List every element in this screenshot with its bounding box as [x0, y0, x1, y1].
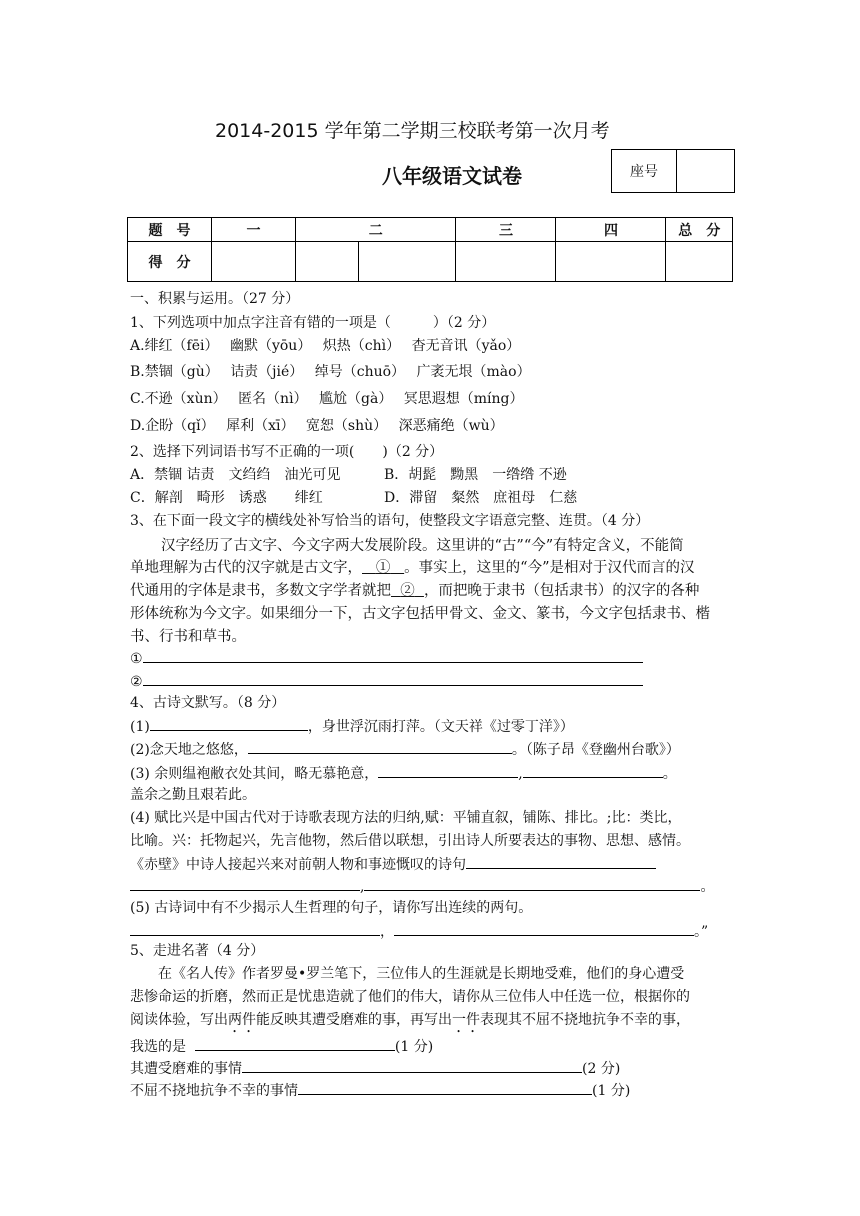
q5-answer-struggle: 不屈不挠地抗争不幸的事情 (1 分) [130, 1080, 630, 1101]
q5-answer-choice: 我选的是 (1 分) [130, 1036, 433, 1057]
q3-passage-line2: 单地理解为古代的汉字就是古文字， ① 。事实上，这里的“今”是相对于汉代而言的汉 [130, 560, 695, 576]
seat-number-box [611, 149, 735, 193]
q3-passage-line4: 形体统称为今文字。如果细分一下，古文字包括甲骨文、金文、篆书，今文字包括隶书、楷 [130, 606, 710, 622]
q4-blank-1[interactable] [150, 716, 308, 731]
q1-option-b: B.禁锢（gù） 诘责（jié） 绰号（chuō） 广袤无垠（mào） [130, 364, 531, 380]
score-header-3: 三 [456, 218, 556, 242]
q2-option-c: C．解剖 畸形 诱惑 绯红 [130, 490, 323, 506]
score-header-label: 题 号 [128, 218, 212, 242]
q5-line3: 阅读体验，写出两件能反映其遭受磨难的事，再写出一件表现其不屈不挠地抗争不幸的事， [130, 1012, 690, 1028]
exam-title: 2014-2015 学年第二学期三校联考第一次月考 [215, 120, 610, 142]
q4-blank-3a[interactable] [378, 763, 518, 778]
score-cell-3[interactable] [456, 242, 556, 282]
seat-number-field[interactable] [677, 150, 735, 193]
q3-answer-1: ① [130, 648, 643, 669]
q2-option-d: D．滞留 粲然 庶祖母 仁慈 [384, 490, 578, 506]
q2-option-a: A．禁锢 诘责 文绉绉 油光可见 [130, 467, 341, 483]
q5-line2: 悲惨命运的折磨，然而正是忧患造就了他们的伟大，请你从三位伟人中任选一位，根据你的 [130, 989, 690, 1005]
score-cell-4[interactable] [556, 242, 666, 282]
q4-blank-4a[interactable] [466, 854, 656, 869]
q3-answer-2: ② [130, 671, 643, 692]
q4-item-5: (5) 古诗词中有不少揭示人生哲理的句子，请你写出连续的两句。 [130, 900, 533, 916]
q2-stem: 2、选择下列词语书写不正确的一项( )（2 分） [130, 444, 444, 460]
q4-blank-5b[interactable] [394, 921, 694, 936]
section-heading: 一、积累与运用。（27 分） [130, 291, 300, 307]
q3-blank-1[interactable]: ① [375, 560, 391, 576]
q4-item-4-line4: , 。 [130, 876, 714, 897]
exam-subtitle: 八年级语文试卷 [382, 164, 522, 188]
q5-blank-choice[interactable] [195, 1036, 395, 1051]
score-cell-total[interactable] [666, 242, 733, 282]
q4-item-5-answer: ， 。” [130, 921, 708, 942]
q4-item-1: (1) ，身世浮沉雨打萍。（文天祥《过零丁洋》） [130, 716, 574, 737]
q5-line1: 在《名人传》作者罗曼•罗兰笔下，三位伟人的生涯就是长期地受难，他们的身心遭受 [158, 966, 685, 982]
score-table [127, 217, 733, 282]
score-header-1: 一 [212, 218, 296, 242]
q4-item-4-line3: 《赤壁》中诗人接起兴来对前朝人物和事迹慨叹的诗句 [130, 854, 656, 875]
q3-passage-line5: 书、行书和草书。 [130, 629, 246, 645]
score-header-2: 二 [296, 218, 456, 242]
score-header-total: 总 分 [666, 218, 733, 242]
q4-item-3: (3) 余则缊袍敝衣处其间，略无慕艳意， , 。 [130, 763, 677, 784]
q4-blank-4c[interactable] [364, 876, 700, 891]
q4-item-3-cont: 盖余之勤且艰若此。 [130, 787, 256, 803]
q5-answer-hardship: 其遭受磨难的事情 (2 分) [130, 1058, 620, 1079]
score-cell-2a[interactable] [296, 242, 359, 282]
score-cell-1[interactable] [212, 242, 296, 282]
q4-item-4-line2: 比喻。兴：托物起兴，先言他物，然后借以联想，引出诗人所要表达的事物、思想、感情。 [130, 833, 690, 849]
q4-item-2: (2)念天地之悠悠， 。（陈子昂《登幽州台歌》） [130, 739, 680, 760]
q3-answer-line-1[interactable] [143, 648, 643, 663]
seat-label: 座号 [612, 150, 677, 193]
q3-passage-line1: 汉字经历了古文字、今文字两大发展阶段。这里讲的“古”“今”有特定含义，不能简 [161, 538, 684, 554]
q1-option-a: A.绯红（fēi） 幽默（yōu） 炽热（chì） 杳无音讯（yǎo） [130, 338, 521, 354]
q3-answer-line-2[interactable] [143, 671, 643, 686]
score-cell-2b[interactable] [359, 242, 456, 282]
q4-blank-2[interactable] [248, 739, 512, 754]
q1-stem: 1、下列选项中加点字注音有错的一项是（ ）（2 分） [130, 315, 496, 331]
q4-blank-5a[interactable] [130, 921, 380, 936]
q5-stem: 5、走进名著（4 分） [130, 943, 265, 959]
q4-blank-4b[interactable] [130, 876, 360, 891]
score-row-label: 得 分 [128, 242, 212, 282]
q4-stem: 4、古诗文默写。（8 分） [130, 695, 286, 711]
q3-blank-2[interactable]: ② [400, 583, 415, 599]
q5-blank-hardship[interactable] [242, 1058, 582, 1073]
q1-option-c: C.不逊（xùn） 匿名（nì） 尴尬（gà） 冥思遐想（míng） [130, 391, 524, 407]
q1-option-d: D.企盼（qǐ） 犀利（xī） 宽恕（shù） 深恶痛绝（wù） [130, 418, 504, 434]
q4-item-4-line1: (4) 赋比兴是中国古代对于诗歌表现方法的归纳,赋：平铺直叙，铺陈、排比。;比：类比， [130, 810, 682, 826]
score-header-4: 四 [556, 218, 666, 242]
q3-passage-line3: 代通用的字体是隶书，多数文字学者就把 ② ，而把晚于隶书（包括隶书）的汉字的各种 [130, 583, 700, 599]
q3-stem: 3、在下面一段文字的横线处补写恰当的语句，使整段文字语意完整、连贯。（4 分） [130, 513, 650, 529]
q2-option-b: B．胡髭 黝黑 一绺绺 不逊 [384, 467, 567, 483]
q4-blank-3b[interactable] [523, 763, 663, 778]
q5-blank-struggle[interactable] [298, 1080, 592, 1095]
